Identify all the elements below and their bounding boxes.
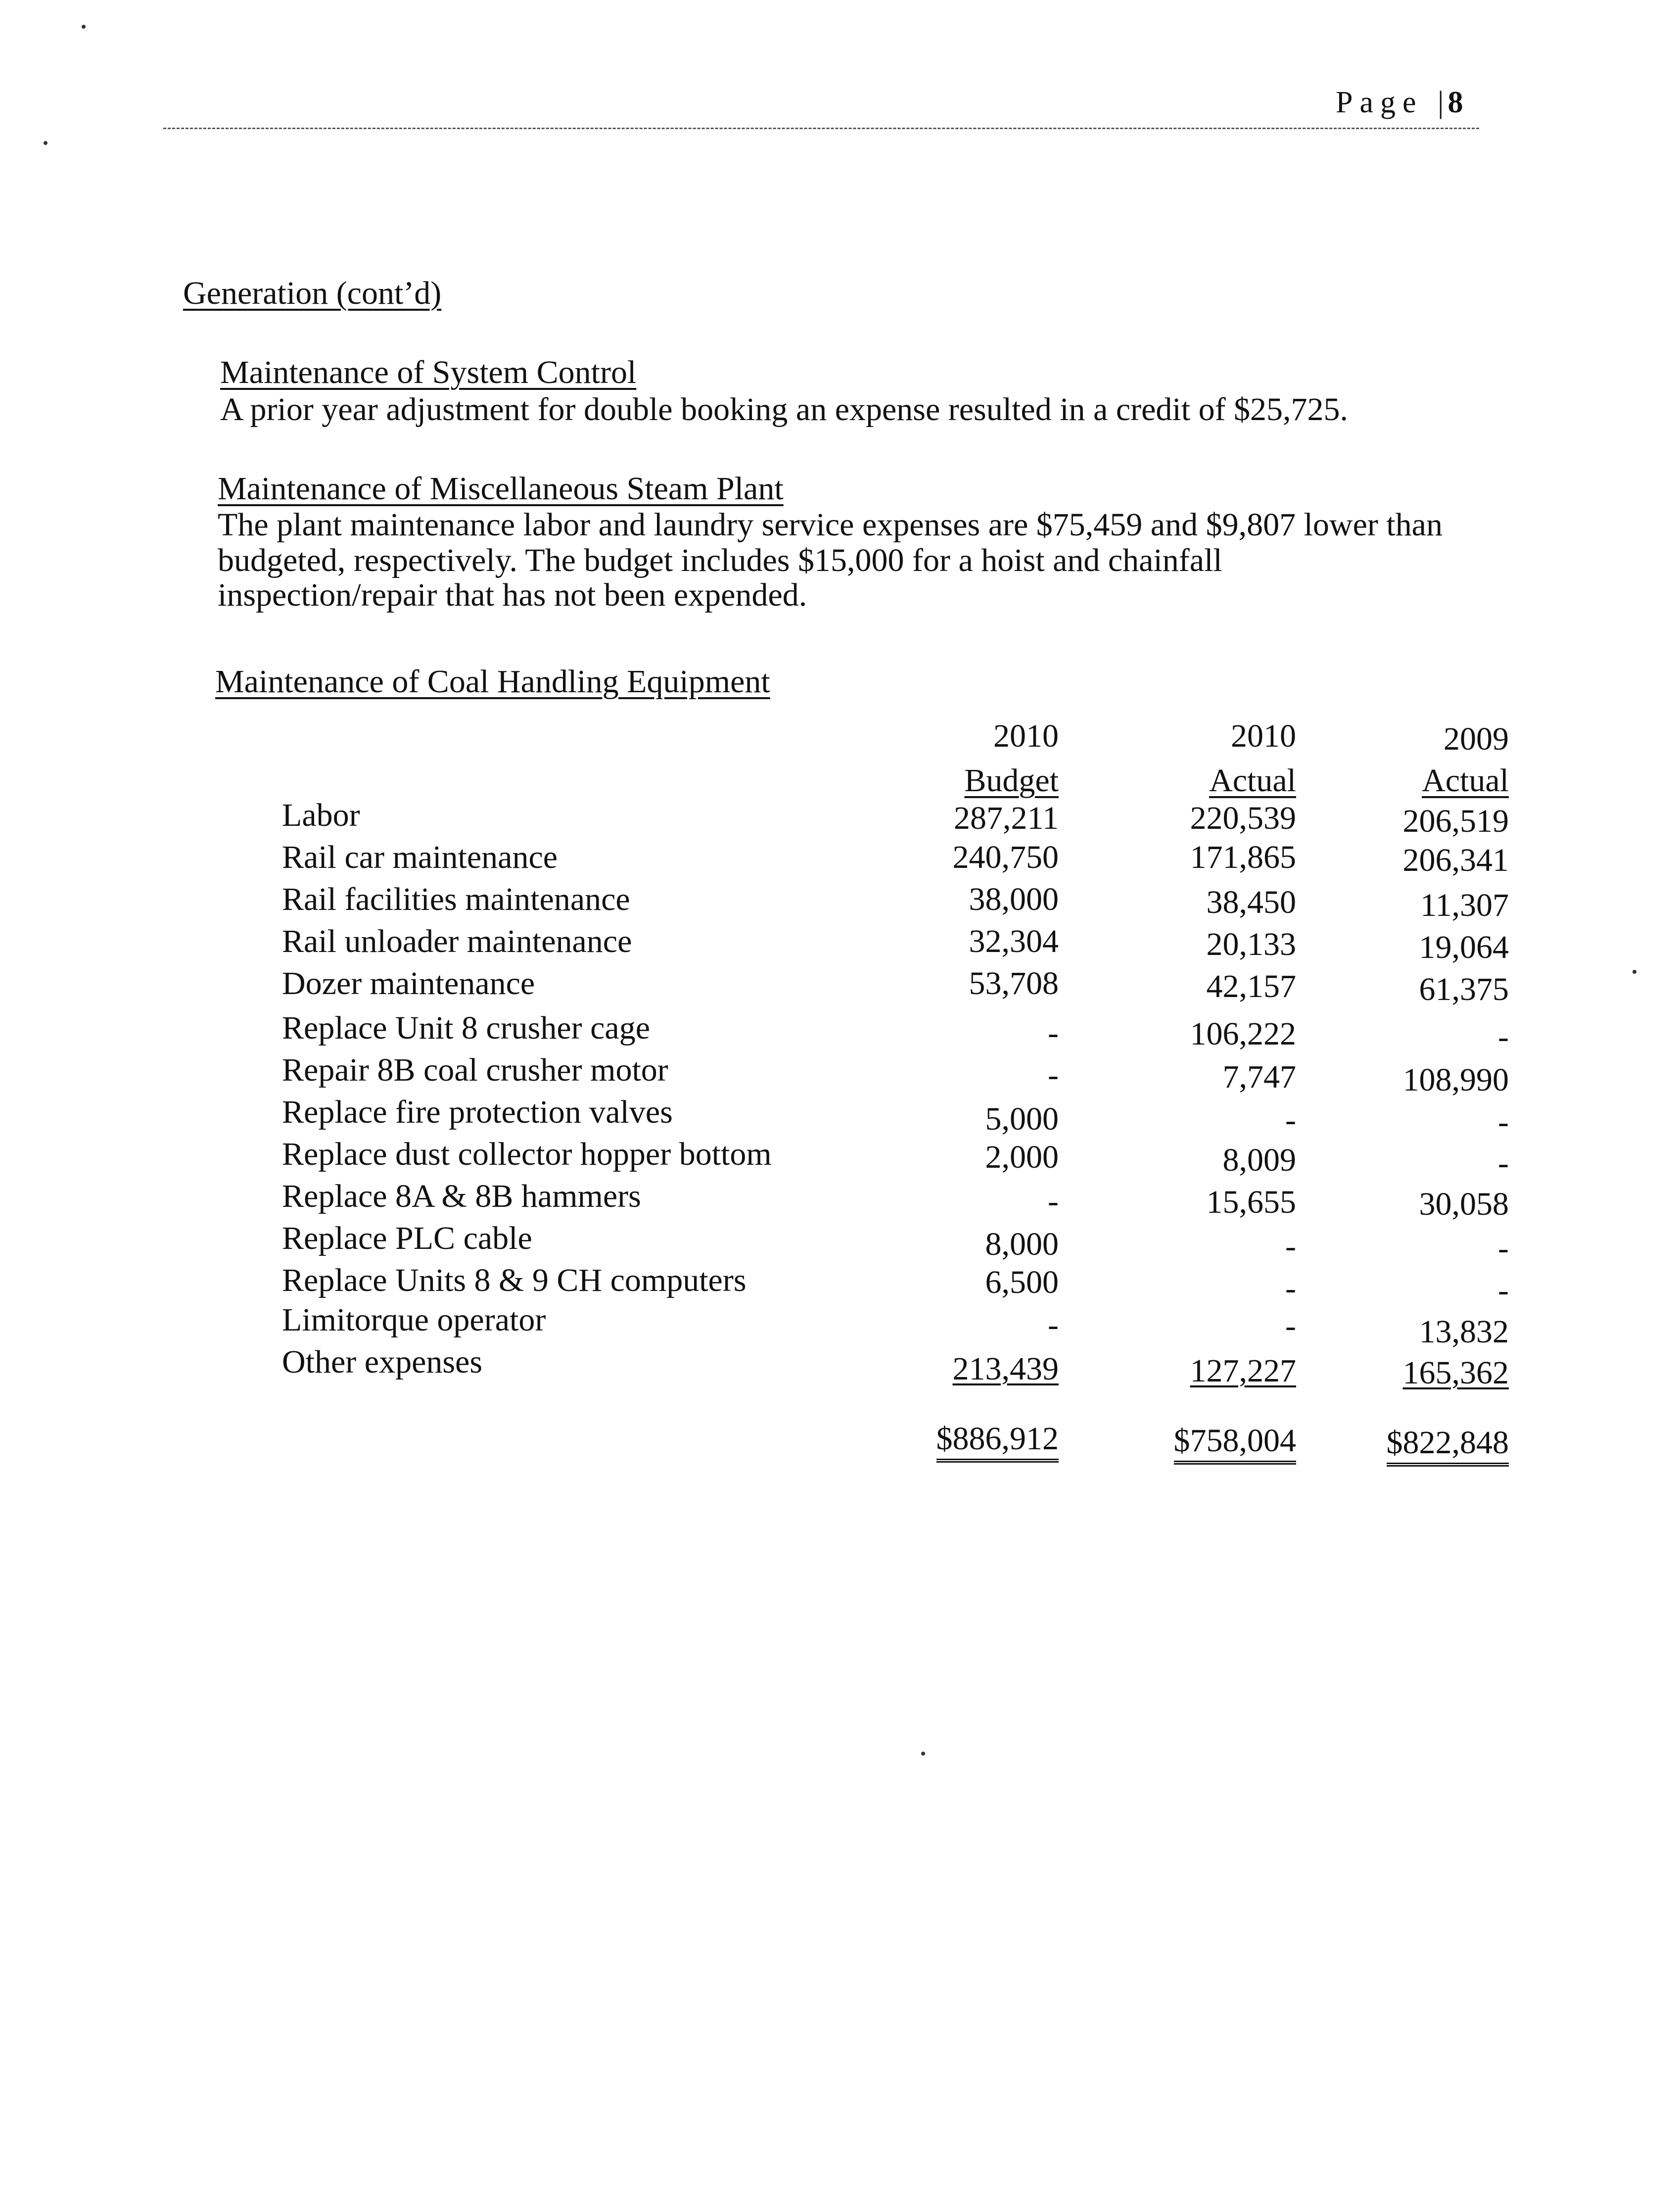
cell: 171,865	[1190, 839, 1296, 875]
cell: 240,750	[952, 839, 1059, 875]
cell: -	[1498, 1230, 1509, 1266]
col-label-budget: Budget	[964, 762, 1059, 799]
total-budget-2010: $886,912	[936, 1420, 1059, 1463]
total-actual-2009: $822,848	[1387, 1424, 1509, 1467]
row-label: Replace PLC cable	[282, 1220, 532, 1256]
row-label: Replace dust collector hopper bottom	[282, 1136, 772, 1172]
section-title: Generation (cont’d)	[183, 275, 442, 311]
row-label: Labor	[282, 797, 360, 833]
cell: 165,362	[1402, 1355, 1509, 1391]
cell: 6,500	[985, 1264, 1059, 1300]
cell: -	[1498, 1104, 1509, 1140]
cell: 8,000	[985, 1226, 1059, 1262]
steam-plant-line-1: The plant maintenance labor and laundry service expenses are $75,459 and $9,807 lower than	[218, 507, 1443, 543]
cell: 106,222	[1190, 1016, 1296, 1052]
cell: 20,133	[1206, 926, 1296, 962]
row-label: Replace fire protection valves	[282, 1094, 673, 1130]
system-control-heading: Maintenance of System Control	[220, 354, 637, 390]
cell: 15,655	[1206, 1184, 1296, 1220]
cell: 220,539	[1190, 800, 1296, 836]
cell: 42,157	[1206, 968, 1296, 1004]
cell: -	[1048, 1307, 1059, 1343]
cell: -	[1498, 1272, 1509, 1308]
cell: 30,058	[1419, 1186, 1509, 1222]
col-year: 2010	[1231, 718, 1296, 754]
cell: -	[1498, 1145, 1509, 1181]
page-number-label	[1336, 85, 1463, 120]
cell: -	[1048, 1015, 1059, 1051]
steam-plant-heading: Maintenance of Miscellaneous Steam Plant	[218, 471, 784, 507]
row-label: Limitorque operator	[282, 1302, 546, 1338]
row-label: Dozer maintenance	[282, 965, 535, 1001]
cell: -	[1285, 1308, 1296, 1344]
cell: -	[1048, 1183, 1059, 1219]
row-label: Other expenses	[282, 1344, 483, 1380]
system-control-text: A prior year adjustment for double booking an expense resulted in a credit of $25,725.	[220, 391, 1349, 428]
steam-plant-line-2: budgeted, respectively. The budget includes $15,000 for a hoist and chainfall	[218, 542, 1222, 578]
cell: 287,211	[953, 800, 1059, 836]
cell: 127,227	[1190, 1353, 1296, 1389]
col-year: 2010	[993, 718, 1059, 754]
row-label: Replace Unit 8 crusher cage	[282, 1010, 650, 1046]
cell: 206,341	[1402, 842, 1509, 878]
row-label: Rail facilities maintenance	[282, 881, 630, 917]
cell: 108,990	[1402, 1062, 1509, 1098]
cell: 11,307	[1420, 887, 1509, 923]
steam-plant-line-3: inspection/repair that has not been expended.	[218, 577, 807, 613]
cell: 61,375	[1419, 971, 1509, 1007]
cell: -	[1285, 1270, 1296, 1306]
cell: 13,832	[1419, 1314, 1509, 1350]
cell: 2,000	[985, 1139, 1059, 1175]
cell: 7,747	[1222, 1059, 1296, 1095]
coal-handling-heading: Maintenance of Coal Handling Equipment	[215, 664, 770, 700]
cell: 38,000	[969, 881, 1059, 917]
page-separator: |	[1438, 86, 1444, 119]
row-label: Repair 8B coal crusher motor	[282, 1052, 668, 1088]
cell: -	[1498, 1019, 1509, 1055]
row-label: Replace 8A & 8B hammers	[282, 1178, 641, 1214]
cell: 53,708	[969, 965, 1059, 1001]
row-label: Rail car maintenance	[282, 839, 558, 875]
cell: 213,439	[952, 1351, 1059, 1387]
row-label: Replace Units 8 & 9 CH computers	[282, 1262, 747, 1298]
page-number: 8	[1447, 86, 1463, 119]
col-year: 2009	[1444, 721, 1509, 757]
scan-speck	[921, 1752, 925, 1756]
row-label: Rail unloader maintenance	[282, 923, 632, 959]
scan-speck	[1633, 970, 1636, 974]
col-label-actual-2009: Actual	[1422, 762, 1509, 799]
total-actual-2010: $758,004	[1174, 1422, 1297, 1465]
cell: 38,450	[1206, 884, 1296, 920]
scan-speck	[44, 141, 47, 145]
cell: 32,304	[969, 923, 1059, 959]
cell: -	[1048, 1057, 1059, 1093]
cell: 8,009	[1222, 1142, 1296, 1178]
col-label-actual-2010: Actual	[1209, 762, 1296, 799]
page-word: Page	[1336, 86, 1423, 119]
cell: -	[1285, 1102, 1296, 1138]
cell: 5,000	[985, 1101, 1059, 1137]
header-rule	[163, 128, 1479, 129]
cell: 19,064	[1419, 929, 1509, 965]
cell: 206,519	[1402, 803, 1509, 839]
scan-speck	[82, 25, 86, 29]
cell: -	[1285, 1228, 1296, 1264]
